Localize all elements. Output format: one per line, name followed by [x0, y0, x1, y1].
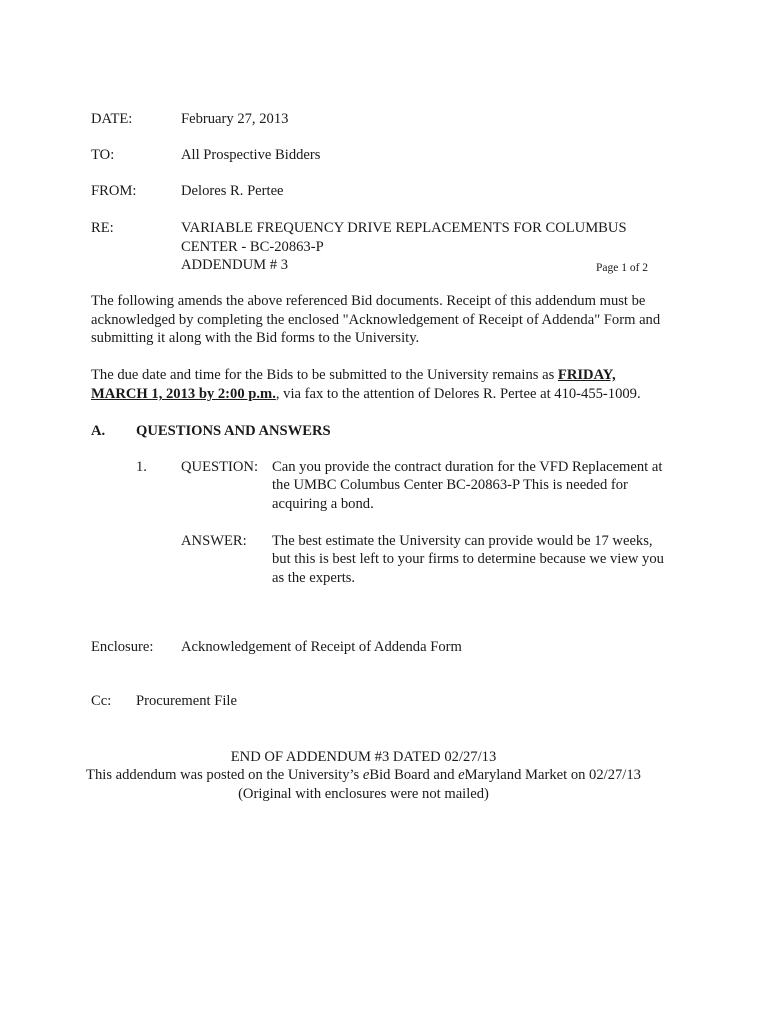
page-indicator: Page 1 of 2 [596, 262, 649, 274]
enclosure-value: Acknowledgement of Receipt of Addenda Form [181, 639, 462, 655]
posted-e-2: e [458, 767, 465, 783]
posted-e-1: e [362, 767, 370, 783]
para2-text-pre: The due date and time for the Bids to be submitted to the University remains as [91, 367, 558, 383]
posted-text-post: Maryland Market on 02/27/13 [464, 767, 641, 783]
from-label: FROM: [91, 183, 137, 199]
section-title: QUESTIONS AND ANSWERS [136, 423, 331, 439]
from-value: Delores R. Pertee [181, 183, 284, 199]
to-value: All Prospective Bidders [181, 147, 321, 163]
to-label: TO: [91, 147, 115, 163]
answer-label: ANSWER: [181, 533, 247, 549]
posted-text-mid: Bid Board and [369, 767, 459, 783]
question-label: QUESTION: [181, 459, 259, 475]
answer-line-3: as the experts. [272, 570, 356, 586]
answer-line-2: but this is best left to your firms to determine because we view you [272, 551, 664, 567]
item-number: 1. [136, 459, 147, 475]
para1-line-1: The following amends the above referenced Bid documents. Receipt of this addendum must be [91, 293, 646, 309]
date-label: DATE: [91, 111, 133, 127]
end-of-addendum: END OF ADDENDUM #3 DATED 02/27/13 [230, 749, 497, 765]
re-line-3: ADDENDUM # 3 [181, 257, 289, 273]
para2-text-post: , via fax to the attention of Delores R. Pertee at 410-455-1009. [275, 386, 641, 402]
re-line-1: VARIABLE FREQUENCY DRIVE REPLACEMENTS FOR COLUMBUS [181, 220, 627, 236]
original-notice: (Original with enclosures were not mailed) [238, 786, 489, 802]
date-value: February 27, 2013 [181, 111, 289, 127]
para2-line-2 [91, 385, 641, 403]
question-line-3: acquiring a bond. [272, 496, 374, 512]
enclosure-label: Enclosure: [91, 639, 154, 655]
due-day: FRIDAY, [557, 367, 616, 383]
para1-line-2: acknowledged by completing the enclosed "Acknowledgement of Receipt of Addenda" Form and [91, 312, 661, 328]
re-line-2: CENTER - BC-20863-P [181, 239, 324, 255]
cc-value: Procurement File [136, 693, 237, 709]
answer-line-1: The best estimate the University can provide would be 17 weeks, [272, 533, 653, 549]
question-line-1: Can you provide the contract duration for the VFD Replacement at [272, 459, 663, 475]
re-label: RE: [91, 220, 114, 236]
para1-line-3: submitting it along with the Bid forms to the University. [91, 330, 420, 346]
question-line-2: the UMBC Columbus Center BC-20863-P This is needed for [272, 477, 628, 493]
due-date-time: MARCH 1, 2013 by 2:00 p.m. [91, 386, 276, 402]
section-letter: A. [91, 423, 106, 439]
para2-line-1 [91, 366, 616, 384]
posted-notice [0, 766, 727, 784]
cc-label: Cc: [91, 693, 112, 709]
posted-text-pre: This addendum was posted on the University’s [86, 767, 363, 783]
